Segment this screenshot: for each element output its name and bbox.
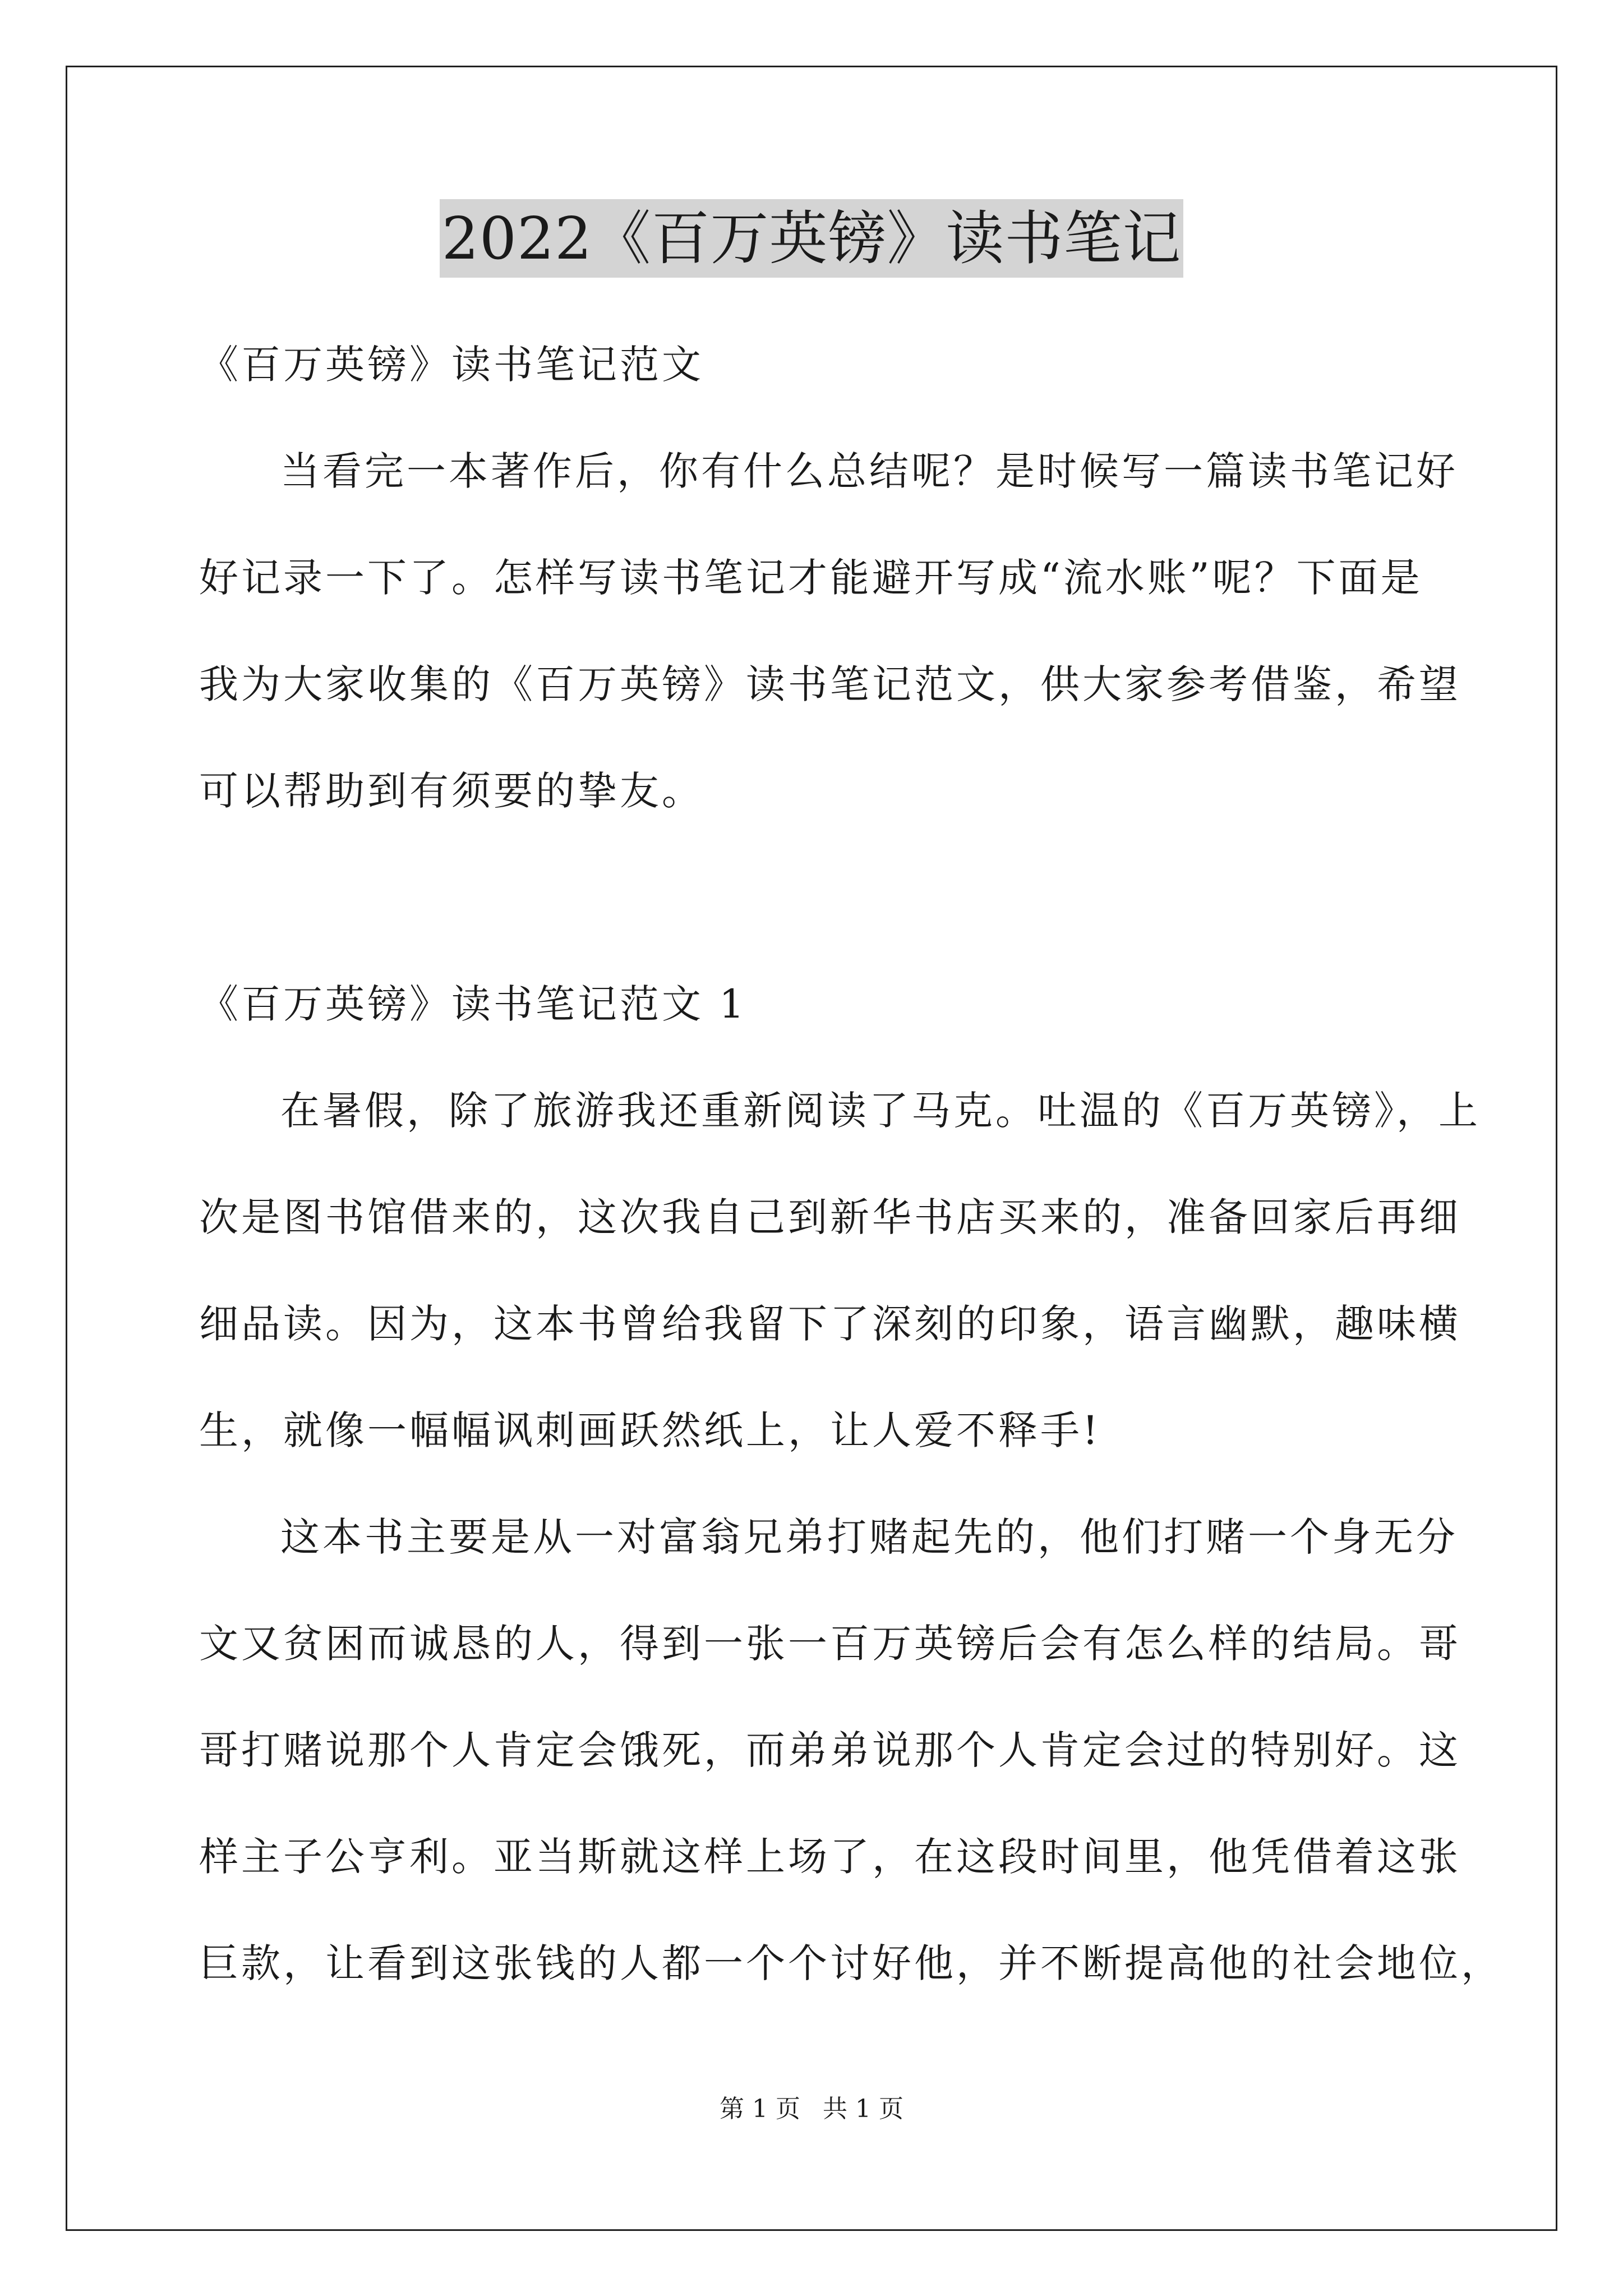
text-line: 当看完一本著作后，你有什么总结呢？是时候写一篇读书笔记好	[280, 448, 1458, 494]
title-container	[0, 199, 1623, 278]
text-line: 好记录一下了。怎样写读书笔记才能避开写成“流水账”呢？下面是	[199, 555, 1423, 601]
document-title: 2022《百万英镑》读书笔记	[440, 199, 1184, 278]
text-line: 文又贫困而诚恳的人，得到一张一百万英镑后会有怎么样的结局。哥	[199, 1621, 1461, 1667]
text-line: 细品读。因为，这本书曾给我留下了深刻的印象，语言幽默，趣味横	[199, 1301, 1461, 1347]
text-line: 这本书主要是从一对富翁兄弟打赌起先的，他们打赌一个身无分	[280, 1514, 1458, 1560]
text-line: 样主子公亨利。亚当斯就这样上场了，在这段时间里，他凭借着这张	[199, 1834, 1461, 1880]
text-line: 哥打赌说那个人肯定会饿死，而弟弟说那个人肯定会过的特别好。这	[199, 1727, 1461, 1773]
intro-paragraph	[199, 418, 1461, 844]
page-number: 第 1 页	[720, 2095, 800, 2123]
page-footer	[0, 2092, 1623, 2126]
blank-line	[199, 844, 1427, 951]
intro-heading: 《百万英镑》读书笔记范文	[199, 342, 704, 388]
page-total: 共 1 页	[823, 2095, 903, 2123]
paragraph-1	[199, 1057, 1481, 1484]
document-body	[199, 311, 1503, 2017]
text-line: 我为大家收集的《百万英镑》读书笔记范文，供大家参考借鉴，希望	[199, 661, 1461, 707]
paragraph-2	[199, 1484, 1503, 2017]
section-heading: 《百万英镑》读书笔记范文 1	[199, 981, 747, 1027]
text-line: 在暑假，除了旅游我还重新阅读了马克。吐温的《百万英镑》，上	[280, 1088, 1481, 1134]
text-line: 巨款，让看到这张钱的人都一个个讨好他，并不断提高他的社会地位，	[199, 1940, 1503, 1986]
text-line: 生，就像一幅幅讽刺画跃然纸上，让人爱不释手!	[199, 1407, 1101, 1453]
text-line: 可以帮助到有须要的挚友。	[199, 768, 704, 814]
text-line: 次是图书馆借来的，这次我自己到新华书店买来的，准备回家后再细	[199, 1194, 1461, 1240]
